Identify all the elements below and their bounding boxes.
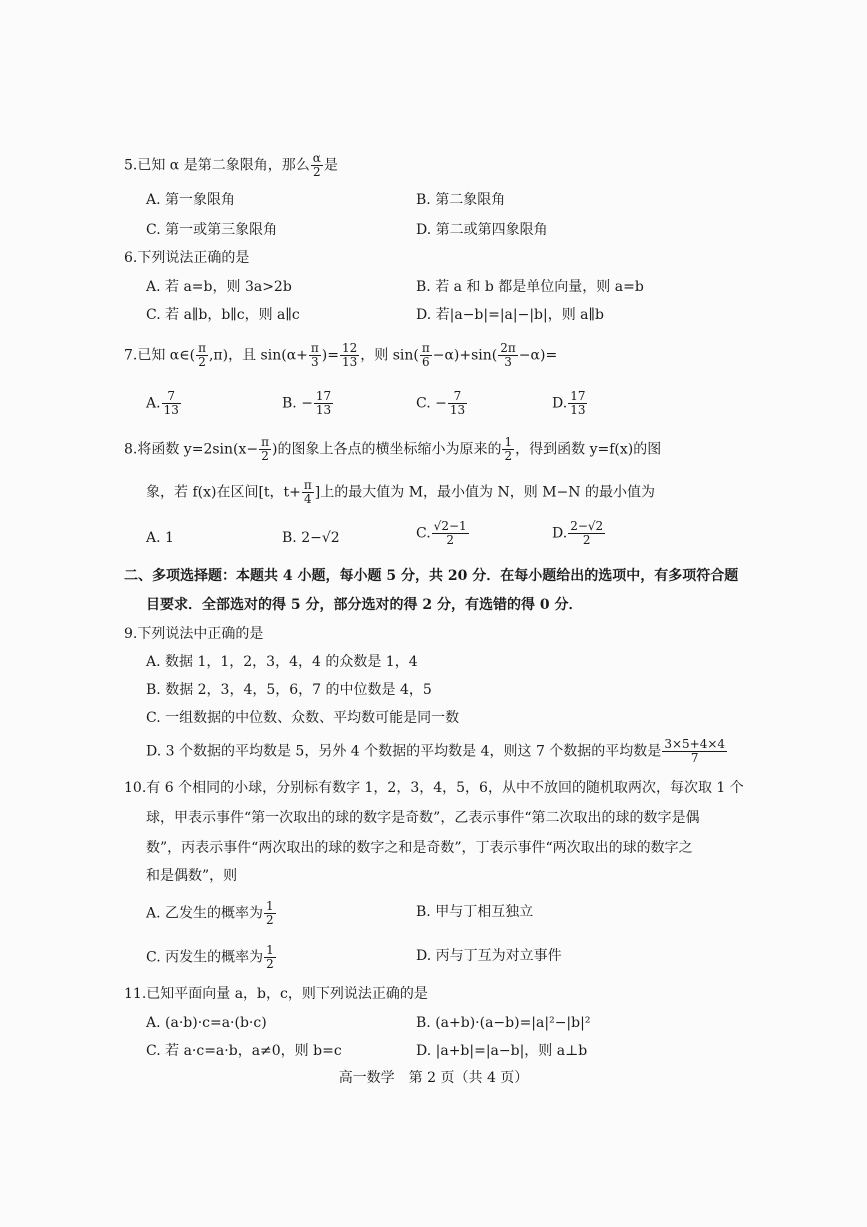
q5-fraction: $\frac{\alpha}{2}$ (312, 151, 321, 179)
q10-stem-line3: 数”，丙表示事件“两次取出的球的数字之和是奇数”，丁表示事件“两次取出的球的数字之 (146, 840, 693, 856)
q8-option-c: C. $\frac{√2-1}{2}$ (416, 519, 467, 547)
q7-option-c: C. − $\frac{7}{13}$ (416, 389, 466, 417)
q9-stem: 9.下列说法中正确的是 (124, 626, 264, 642)
section-2-heading-line1: 二、多项选择题：本题共 4 小题，每小题 5 分，共 20 分．在每小题给出的选项中，有多项符合题 (124, 568, 739, 584)
q10-stem-line2: 球，甲表示事件“第一次取出的球的数字是奇数”，乙表示事件“第二次取出的球的数字是偶 (146, 810, 700, 826)
q8-option-d: D. $\frac{2-√2}{2}$ (552, 519, 604, 547)
q11-option-d: D. |a+b|=|a−b|，则 a⊥b (416, 1043, 588, 1059)
q7-stem: 7.已知 α∈( $\frac{\pi}{2}$ ,π)，且 sin(α+ $\frac{\pi}{3}$ )= $\frac{12}{13}$ ，则 sin( $\frac{\pi}{6}$ −α)+sin( $\frac{2\pi}{3}$ −α)= (124, 341, 558, 369)
q5-stem-end: 是 (323, 157, 338, 174)
q6-option-b: B. 若 a 和 b 都是单位向量，则 a=b (416, 279, 644, 295)
q9-option-d: D. 3 个数据的平均数是 5，另外 4 个数据的平均数是 4，则这 7 个数据的平均数是 $\frac{3\times 5+4\times 4}{7}$ (146, 737, 726, 765)
q11-option-c: C. 若 a·c=a·b，a≠0，则 b=c (146, 1043, 342, 1059)
q7-option-a: A. $\frac{7}{13}$ (146, 389, 179, 417)
q10-option-a: A. 乙发生的概率为 $\frac{1}{2}$ (146, 899, 274, 927)
q10-stem-line4: 和是偶数”，则 (146, 868, 238, 884)
q5-stem-text: 5.已知 α 是第二象限角，那么 (124, 157, 310, 174)
q8-option-a: A. 1 (146, 530, 174, 546)
q6-stem: 6.下列说法正确的是 (124, 250, 250, 266)
q9-option-b: B. 数据 2，3，4，5，6，7 的中位数是 4，5 (146, 682, 432, 698)
q7-option-b: B. − $\frac{17}{13}$ (282, 389, 332, 417)
q5-option-a: A. 第一象限角 (146, 192, 236, 208)
q8-stem-line1: 8.将函数 y=2sin(x− $\frac{\pi}{2}$ )的图象上各点的横坐标缩小为原来的 $\frac{1}{2}$ ，得到函数 y=f(x)的图 (124, 435, 662, 463)
q10-option-b: B. 甲与丁相互独立 (416, 904, 534, 920)
page-footer: 高一数学 第 2 页（共 4 页） (338, 1070, 529, 1086)
q11-stem: 11.已知平面向量 a，b，c，则下列说法正确的是 (124, 986, 428, 1002)
q6-option-a: A. 若 a=b，则 3a>2b (146, 279, 292, 295)
q6-option-d: D. 若|a−b|=|a|−|b|，则 a∥b (416, 307, 604, 323)
q9-option-a: A. 数据 1，1，2，3，4，4 的众数是 1，4 (146, 654, 418, 670)
q8-stem-line2: 象，若 f(x)在区间[t，t+ $\frac{\pi}{4}$ ]上的最大值为 M，最小值为 N，则 M−N 的最小值为 (146, 478, 655, 506)
q6-option-c: C. 若 a∥b，b∥c，则 a∥c (146, 307, 300, 323)
q8-option-b: B. 2−√2 (282, 530, 340, 546)
q10-stem-line1: 10.有 6 个相同的小球，分别标有数字 1，2，3，4，5，6，从中不放回的随机取两次，每次取 1 个 (124, 780, 744, 796)
q10-option-c: C. 丙发生的概率为 $\frac{1}{2}$ (146, 943, 274, 971)
q11-option-b: B. (a+b)·(a−b)=|a|²−|b|² (416, 1015, 591, 1031)
q5-option-b: B. 第二象限角 (416, 192, 506, 208)
q7-option-d: D. $\frac{17}{13}$ (552, 389, 586, 417)
q5-option-c: C. 第一或第三象限角 (146, 222, 278, 238)
q5-option-d: D. 第二或第四象限角 (416, 222, 548, 238)
q5-stem (124, 152, 338, 179)
section-2-heading-line2: 目要求．全部选对的得 5 分，部分选对的得 2 分，有选错的得 0 分． (146, 597, 583, 613)
q10-option-d: D. 丙与丁互为对立事件 (416, 948, 562, 964)
q9-option-c: C. 一组数据的中位数、众数、平均数可能是同一数 (146, 710, 460, 726)
q11-option-a: A. (a·b)·c=a·(b·c) (146, 1015, 267, 1031)
